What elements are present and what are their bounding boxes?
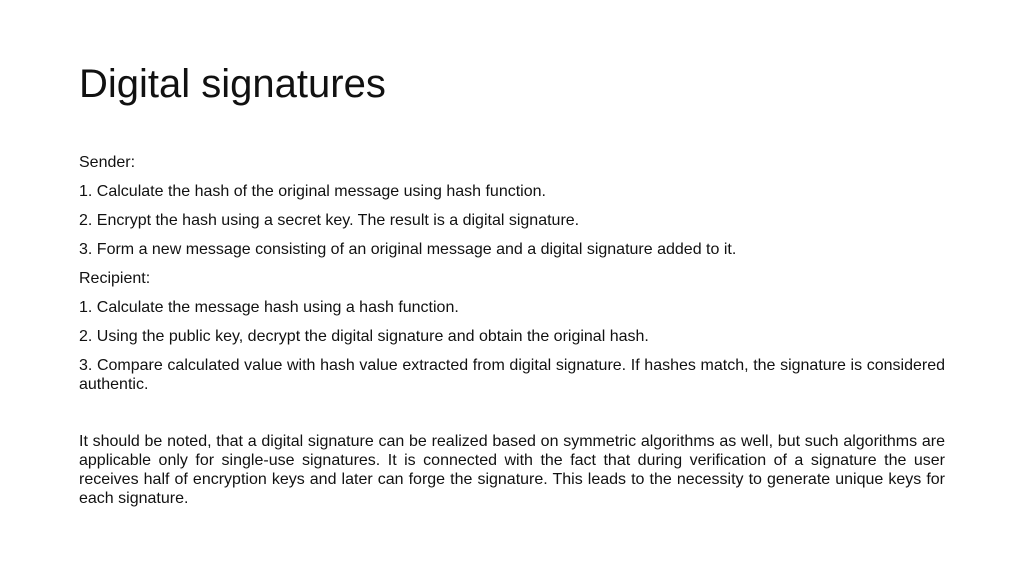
slide-title: Digital signatures bbox=[79, 62, 386, 106]
note-paragraph: It should be noted, that a digital signature can be realized based on symmetric algorithms as well, but such algorithms are applicable only for single-use signatures. It is connected with the fact that during verification of a signature the user receives half of encryption keys and later can forge the signature. This leads to the necessity to generate unique keys for each signature. bbox=[79, 433, 945, 507]
sender-step-3: 3. Form a new message consisting of an original message and a digital signature added to it. bbox=[79, 241, 737, 258]
sender-heading: Sender: bbox=[79, 154, 136, 171]
recipient-heading: Recipient: bbox=[79, 270, 151, 287]
slide-body bbox=[79, 153, 945, 508]
recipient-step-3: 3. Compare calculated value with hash value extracted from digital signature. If hashes match, the signature is considered authentic. bbox=[79, 357, 945, 393]
recipient-step-1: 1. Calculate the message hash using a hash function. bbox=[79, 299, 459, 316]
sender-step-1: 1. Calculate the hash of the original message using hash function. bbox=[79, 183, 546, 200]
recipient-step-2: 2. Using the public key, decrypt the digital signature and obtain the original hash. bbox=[79, 328, 649, 345]
sender-step-2: 2. Encrypt the hash using a secret key. The result is a digital signature. bbox=[79, 212, 580, 229]
